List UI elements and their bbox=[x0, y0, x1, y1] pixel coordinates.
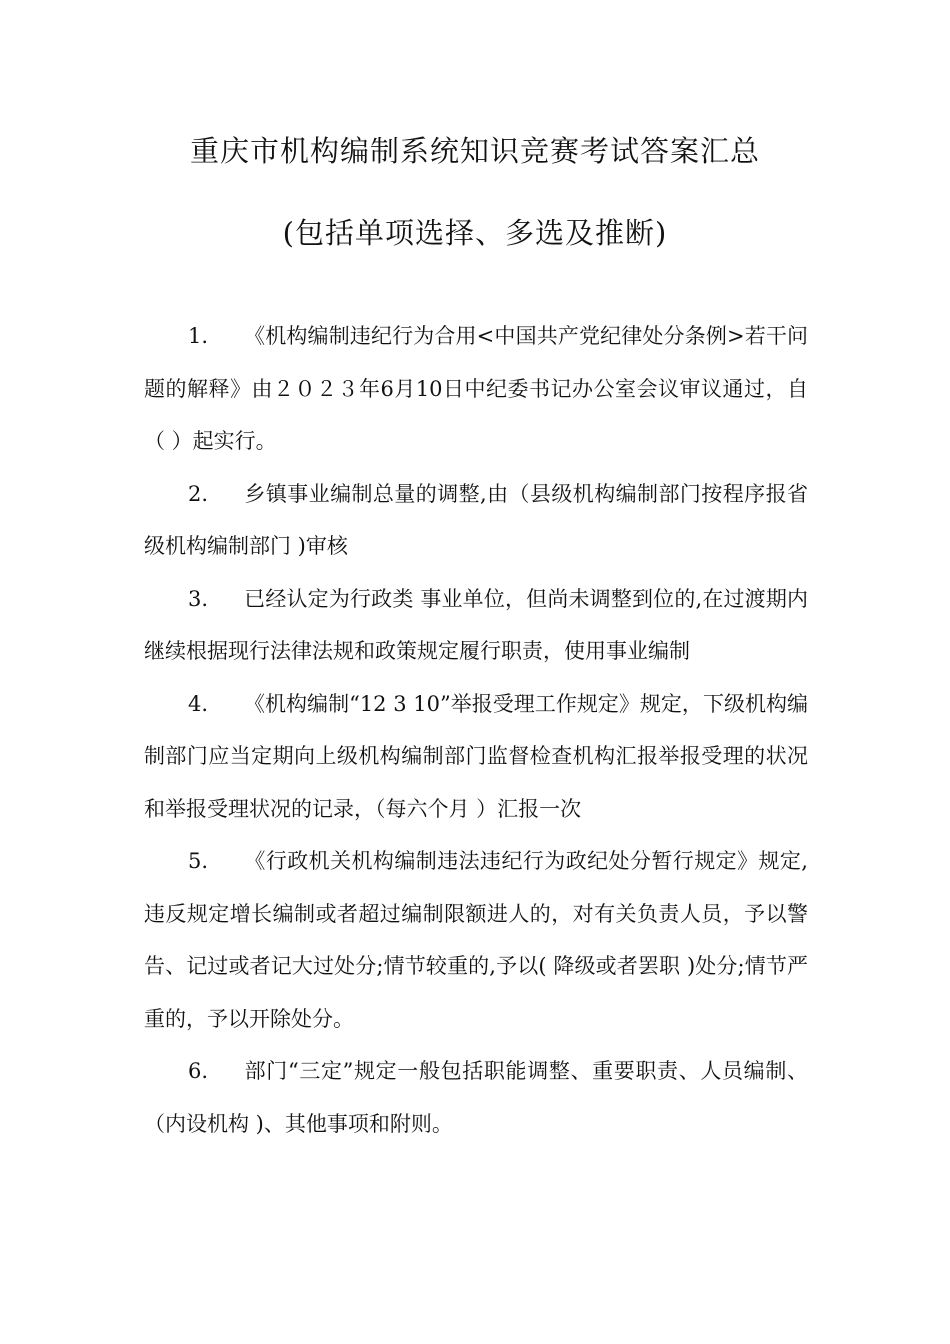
question-list bbox=[144, 310, 808, 1150]
question-number: 3. bbox=[188, 586, 209, 611]
page-title: 重庆市机构编制系统知识竞赛考试答案汇总 bbox=[189, 134, 760, 168]
question-item-6 bbox=[144, 1045, 808, 1150]
page-subtitle: (包括单项选择、多选及推断) bbox=[282, 216, 668, 250]
question-number: 6. bbox=[188, 1059, 209, 1083]
question-number: 5. bbox=[188, 849, 209, 873]
question-item-5 bbox=[144, 835, 808, 1045]
question-text: 《机构编制“12 3 10”举报受理工作规定》规定，下级机构编制部门应当定期向上级机构编制部门监督检查机构汇报举报受理的状况和举报受理状况的记录，（每六个月 ）汇报一次 bbox=[144, 691, 808, 821]
question-text: 乡镇事业编制总量的调整,由（县级机构编制部门按程序报省级机构编制部门 )审核 bbox=[144, 481, 808, 558]
question-text: 部门“三定”规定一般包括职能调整、重要职责、人员编制、（内设机构 )、其他事项和附则。 bbox=[144, 1059, 808, 1136]
question-item-3 bbox=[144, 573, 808, 678]
question-item-1 bbox=[144, 310, 808, 468]
question-number: 1. bbox=[188, 324, 209, 348]
question-item-4 bbox=[144, 678, 808, 836]
question-text: 《行政机关机构编制违法违纪行为政纪处分暂行规定》规定,违反规定增长编制或者超过编制限额进人的，对有关负责人员，予以警告、记过或者记大过处分;情节较重的,予以( 降级或者罢职 )处分;情节严重的，予以开除处分。 bbox=[144, 849, 808, 1031]
question-number: 4. bbox=[188, 691, 209, 716]
question-number: 2. bbox=[188, 481, 209, 506]
question-text: 已经认定为行政类 事业单位，但尚未调整到位的,在过渡期内继续根据现行法律法规和政策规定履行职责，使用事业编制 bbox=[144, 586, 808, 663]
question-item-2 bbox=[144, 468, 808, 573]
question-text: 《机构编制违纪行为合用<中国共产党纪律处分条例>若干问题的解释》由２０２３年6月10日中纪委书记办公室会议审议通过，自（ ）起实行。 bbox=[144, 324, 808, 453]
